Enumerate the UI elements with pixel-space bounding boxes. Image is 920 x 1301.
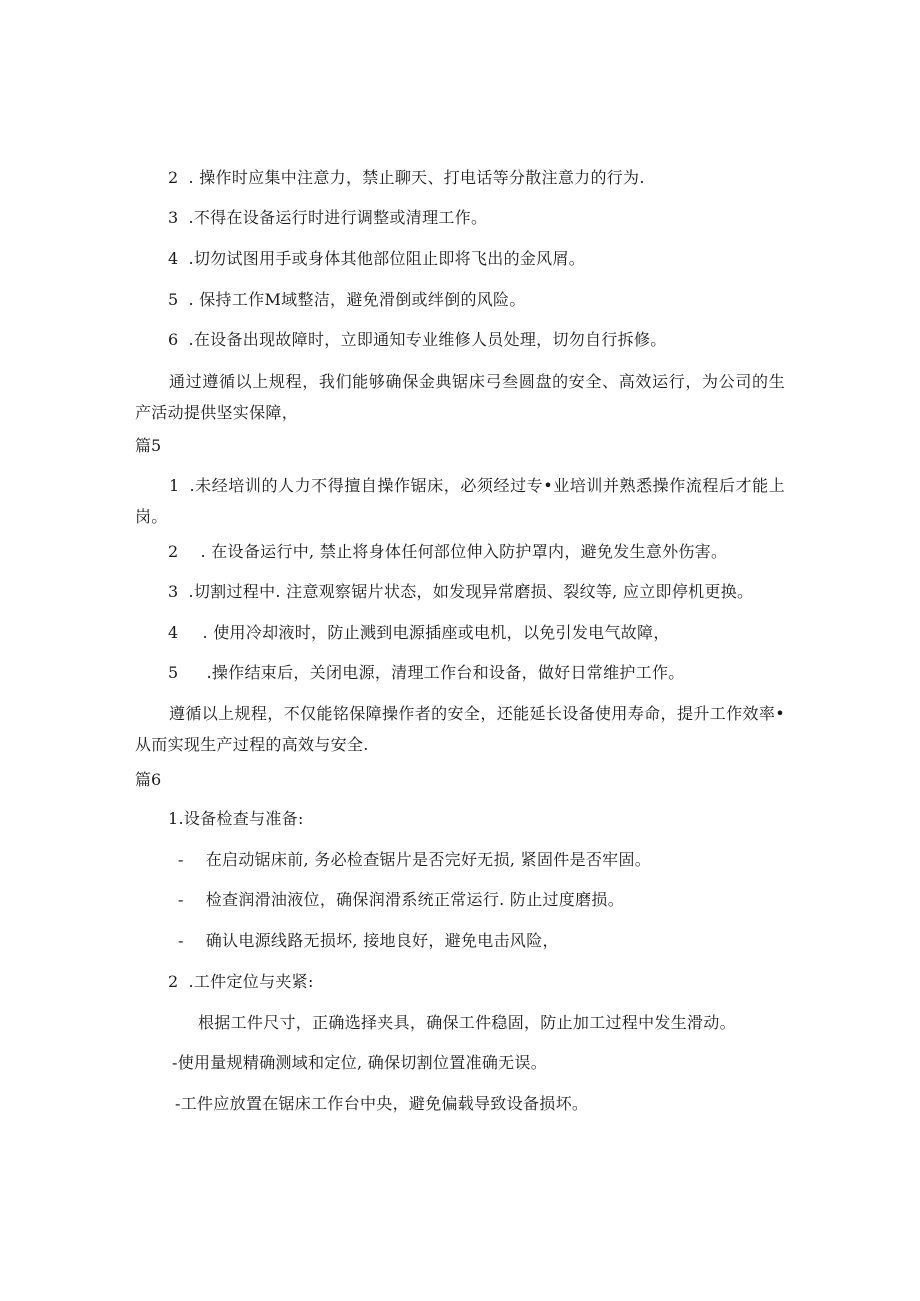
bullet-text: 检查润滑油液位，确保润滑系统正常运行. 防止过度磨损。 bbox=[205, 890, 624, 909]
item-text: .切割过程中. 注意观察锯片状态，如发现异常磨损、裂纹等, 应立即停机更换。 bbox=[188, 582, 754, 601]
item-number: 1 bbox=[169, 476, 180, 495]
bullet-item bbox=[178, 888, 624, 912]
section-title: 篇5 bbox=[135, 436, 162, 455]
step-label-text: .工件定位与夹紧: bbox=[188, 972, 314, 991]
list-item bbox=[168, 166, 645, 190]
item-text: . 操作时应集中注意力，禁止聊天、打电话等分散注意力的行为. bbox=[188, 168, 645, 187]
list-item bbox=[168, 540, 727, 564]
bullet-dash: - bbox=[178, 890, 184, 909]
list-item bbox=[168, 580, 753, 604]
list-item bbox=[135, 470, 785, 532]
bullet-item bbox=[178, 929, 559, 953]
item-number: 5 bbox=[168, 663, 179, 682]
item-text: . 使用冷却液时，防止溅到电源插座或电机，以免引发电气故障， bbox=[202, 623, 670, 642]
step-line: 根据工件尺寸，正确选择夹具，确保工件稳固，防止加工过程中发生滑动。 bbox=[198, 1013, 736, 1032]
item-text: .切勿试图用手或身体其他部位阻止即将飞出的金风屑。 bbox=[188, 249, 586, 268]
list-item bbox=[168, 328, 667, 352]
item-number: 3 bbox=[168, 208, 179, 227]
item-number: 2 bbox=[168, 542, 179, 561]
step-line: -工件应放置在锯床工作台中央，避免偏载导致设备损坏。 bbox=[175, 1094, 589, 1113]
item-number: 4 bbox=[168, 623, 179, 642]
item-text: .在设备出现故障时，立即通知专业维修人员处理，切勿自行拆修。 bbox=[188, 330, 667, 349]
conclusion-paragraph: 遵循以上规程，不仅能铭保障操作者的安全，还能延长设备使用寿命，提升工作效率•从而实现生产过程的高效与安全. bbox=[135, 704, 785, 754]
list-item bbox=[168, 621, 670, 645]
step-line: -使用量规精确测域和定位, 确保切割位置准确无误。 bbox=[172, 1053, 548, 1072]
item-text: .未经培训的人力不得擅自操作锯床，必须经过专•业培训并熟悉操作流程后才能上岗。 bbox=[135, 476, 785, 526]
item-number: 4 bbox=[168, 249, 179, 268]
list-item bbox=[168, 247, 585, 271]
list-item bbox=[168, 661, 685, 685]
list-item bbox=[168, 288, 526, 312]
item-text: .操作结束后，关闭电源，清理工作台和设备，做好日常维护工作。 bbox=[206, 663, 685, 682]
item-text: . 在设备运行中, 禁止将身体任何部位伸入防护罩内，避免发生意外伤害。 bbox=[200, 542, 728, 561]
bullet-item bbox=[178, 848, 651, 872]
item-number: 5 bbox=[168, 290, 179, 309]
item-number: 2 bbox=[168, 168, 179, 187]
bullet-dash: - bbox=[178, 931, 184, 950]
section-title: 篇6 bbox=[135, 770, 162, 789]
bullet-text: 确认电源线路无损坏, 接地良好，避免电击风险， bbox=[205, 931, 559, 950]
item-number: 2 bbox=[168, 972, 179, 991]
item-number: 6 bbox=[168, 330, 179, 349]
step-label bbox=[168, 970, 314, 994]
bullet-dash: - bbox=[178, 850, 184, 869]
step-label: 1.设备检查与准备: bbox=[168, 809, 304, 828]
item-number: 3 bbox=[168, 582, 179, 601]
conclusion-paragraph: 通过遵循以上规程，我们能够确保金典锯床弓叁圆盘的安全、高效运行，为公司的生产活动提供坚实保障， bbox=[135, 372, 785, 422]
item-text: .不得在设备运行时进行调整或清理工作。 bbox=[188, 208, 488, 227]
list-item bbox=[168, 206, 487, 230]
bullet-text: 在启动锯床前, 务必检查锯片是否完好无损, 紧固件是否牢固。 bbox=[205, 850, 652, 869]
item-text: . 保持工作M域整洁，避免滑倒或绊倒的风险。 bbox=[188, 290, 526, 309]
